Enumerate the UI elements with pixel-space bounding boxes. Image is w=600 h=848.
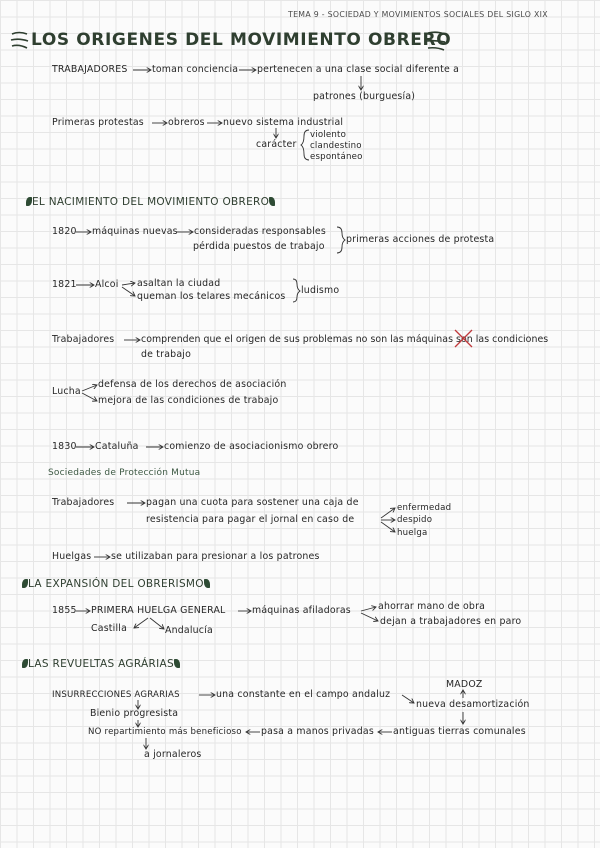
de-trabajo: de trabajo — [141, 349, 192, 360]
andalucia: Andalucía — [165, 625, 213, 636]
intro-nuevo-sistema: nuevo sistema industrial — [223, 117, 344, 128]
case-enfermedad: enfermedad — [397, 503, 452, 513]
year-1820: 1820 — [52, 226, 77, 237]
case-huelga: huelga — [397, 528, 428, 538]
trait-violento: violento — [310, 130, 347, 140]
arrow — [361, 613, 378, 621]
consideradas-responsables: consideradas responsables — [194, 226, 326, 237]
maquinas-nuevas: máquinas nuevas — [92, 226, 178, 237]
constante-campo: una constante en el campo andaluz — [216, 689, 391, 700]
arrow — [122, 283, 135, 285]
ahorrar-mano-obra: ahorrar mano de obra — [378, 601, 486, 612]
alcoi: Alcoi — [95, 279, 119, 290]
arrow — [381, 508, 395, 518]
defensa-derechos: defensa de los derechos de asociación — [98, 379, 287, 390]
page-title: LOS ORIGENES DEL MOVIMIENTO OBRERO — [31, 30, 452, 50]
brace — [293, 279, 300, 302]
sociedades-proteccion-mutua: Sociedades de Protección Mutua — [48, 468, 201, 478]
intro-patrones: patrones (burguesía) — [313, 91, 416, 102]
section-revueltas-title: LAS REVUELTAS AGRÁRIAS — [28, 658, 174, 670]
brace — [301, 130, 309, 160]
arrow — [381, 522, 395, 532]
ludismo: ludismo — [301, 285, 340, 296]
comienzo-asociacionismo: comienzo de asociacionismo obrero — [164, 441, 339, 452]
madoz: MADOZ — [446, 679, 483, 690]
asaltan-ciudad: asaltan la ciudad — [137, 278, 221, 289]
perdida-puestos: pérdida puestos de trabajo — [193, 241, 325, 252]
queman-telares: queman los telares mecánicos — [137, 291, 286, 302]
arrow — [134, 618, 148, 628]
intro-trabajadores: TRABAJADORES — [52, 64, 128, 75]
lucha: Lucha — [52, 386, 81, 397]
arrow — [122, 287, 135, 296]
case-despido: despido — [397, 515, 433, 525]
trabajadores-1: Trabajadores — [52, 334, 115, 345]
primeras-acciones: primeras acciones de protesta — [346, 234, 495, 245]
intro-primeras-protestas: Primeras protestas — [52, 117, 144, 128]
pagan-cuota: pagan una cuota para sostener una caja de — [146, 497, 359, 508]
section-nacimiento-title: EL NACIMIENTO DEL MOVIMIENTO OBRERO — [32, 196, 270, 208]
arrow — [150, 618, 164, 629]
resistencia-jornal: resistencia para pagar el jornal en caso de — [146, 514, 355, 525]
arrow — [82, 393, 97, 401]
year-1830: 1830 — [52, 441, 77, 452]
insurrecciones-agrarias: INSURRECCIONES AGRARIAS — [52, 690, 180, 700]
intro-caracter: carácter — [256, 139, 297, 150]
pasa-manos-privadas: pasa a manos privadas — [261, 726, 374, 737]
brace — [337, 227, 345, 253]
arrow — [82, 385, 97, 391]
arrow — [402, 695, 414, 703]
dejan-paro: dejan a trabajadores en paro — [380, 616, 522, 627]
nueva-desamortizacion: nueva desamortización — [416, 699, 530, 710]
trait-espontaneo: espontáneo — [310, 152, 363, 162]
primera-huelga-general: PRIMERA HUELGA GENERAL — [91, 605, 226, 616]
intro-pertenecen: pertenecen a una clase social diferente a — [257, 64, 460, 75]
se-utilizaban: se utilizaban para presionar a los patrones — [111, 551, 320, 562]
intro-toman-conciencia: toman conciencia — [152, 64, 239, 75]
trabajadores-2: Trabajadores — [52, 497, 115, 508]
year-1855: 1855 — [52, 605, 77, 616]
year-1821: 1821 — [52, 279, 77, 290]
no-repartimiento: NO repartimiento más beneficioso — [88, 727, 242, 737]
intro-obreros: obreros — [168, 117, 205, 128]
arrow — [361, 607, 376, 611]
maquinas-afiladoras: máquinas afiladoras — [252, 605, 351, 616]
castilla: Castilla — [91, 623, 128, 634]
mejora-condiciones: mejora de las condiciones de trabajo — [98, 395, 279, 406]
huelgas: Huelgas — [52, 551, 92, 562]
section-expansion-title: LA EXPANSIÓN DEL OBRERISMO — [28, 578, 204, 590]
comprenden-origen: comprenden que el origen de sus problemas no son las máquinas son las condiciones — [141, 334, 549, 345]
cataluna: Cataluña — [95, 441, 139, 452]
antiguas-tierras: antiguas tierras comunales — [393, 726, 526, 737]
bienio-progresista: Bienio progresista — [90, 708, 179, 719]
a-jornaleros: a jornaleros — [144, 749, 202, 760]
page-header: TEMA 9 - SOCIEDAD Y MOVIMIENTOS SOCIALES DEL SIGLO XIX — [288, 10, 548, 19]
trait-clandestino: clandestino — [310, 141, 362, 151]
